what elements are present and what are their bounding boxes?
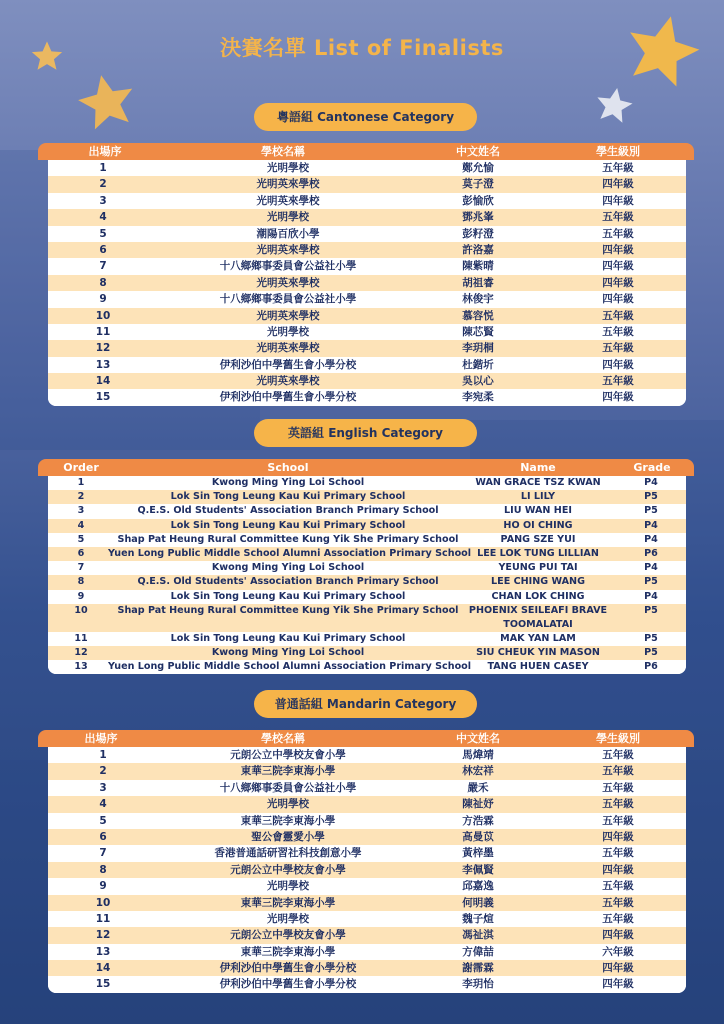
school-cell: 香港普通話研習社科技創意小學: [214, 847, 362, 860]
school-cell: 光明英來學校: [256, 342, 320, 355]
star-icon: [76, 72, 138, 134]
name-cell: 邱嘉逸: [462, 880, 494, 893]
grade-cell: 五年級: [602, 342, 634, 355]
order-cell: 12: [74, 646, 88, 658]
school-cell: 光明學校: [267, 162, 309, 174]
table-row: [48, 862, 686, 878]
table-row: [48, 813, 686, 829]
table-row: [48, 357, 686, 373]
name-cell: 慕容悦: [462, 309, 494, 322]
grade-cell: 五年級: [602, 847, 634, 860]
name-cell: CHAN LOK CHING: [491, 590, 585, 602]
column-header: 中文姓名: [456, 145, 500, 158]
name-cell: 李玥怡: [462, 978, 494, 991]
grade-cell: P5: [644, 646, 658, 658]
grade-cell: P5: [644, 604, 658, 616]
english-category-label: 英語組 English Category: [254, 419, 477, 447]
school-cell: 聖公會靈愛小學: [251, 830, 325, 843]
grade-cell: 四年級: [602, 863, 634, 876]
order-cell: 8: [99, 863, 107, 876]
name-cell: PHOENIX SEILEAFI BRAVE TOOMALATAI: [468, 604, 608, 630]
grade-cell: 五年級: [602, 798, 634, 811]
table-row: [48, 944, 686, 960]
name-cell: 彭愉欣: [462, 194, 494, 207]
name-cell: 吳以心: [462, 375, 494, 388]
table-row: [48, 561, 686, 575]
school-cell: 伊利沙伯中學舊生會小學分校: [219, 391, 357, 404]
order-cell: 10: [95, 896, 111, 909]
grade-cell: 四年級: [602, 276, 634, 289]
order-cell: 5: [77, 533, 85, 545]
name-cell: TANG HUEN CASEY: [487, 661, 589, 673]
grade-cell: 五年級: [602, 749, 634, 761]
grade-cell: P4: [644, 519, 658, 531]
order-cell: 11: [74, 632, 88, 644]
grade-cell: P5: [644, 632, 658, 644]
school-cell: 光明英來學校: [256, 309, 320, 322]
school-cell: Q.E.S. Old Students' Association Branch Primary School: [137, 576, 439, 588]
table-row: [48, 519, 686, 533]
order-cell: 15: [95, 391, 111, 404]
name-cell: 嚴禾: [467, 781, 489, 794]
order-cell: 14: [95, 962, 111, 975]
cantonese-table-header: [38, 143, 694, 160]
school-cell: Yuen Long Public Middle School Alumni Association Primary School: [108, 661, 472, 673]
name-cell: MAK YAN LAM: [500, 632, 576, 644]
grade-cell: 五年級: [602, 880, 634, 893]
order-cell: 13: [95, 358, 111, 371]
grade-cell: P5: [644, 491, 658, 503]
grade-cell: 五年級: [602, 375, 634, 388]
grade-cell: 四年級: [602, 830, 634, 843]
name-cell: LEE CHING WANG: [491, 576, 585, 588]
name-cell: LIU WAN HEI: [504, 505, 572, 517]
mandarin-category-label: 普通話組 Mandarin Category: [254, 690, 477, 718]
school-cell: 光明學校: [267, 798, 309, 811]
school-cell: 東華三院李東海小學: [240, 896, 336, 909]
table-row: [48, 895, 686, 911]
grade-cell: 五年級: [602, 211, 634, 224]
mandarin-table-header: [38, 730, 694, 747]
table-row: [48, 547, 686, 561]
order-cell: 5: [99, 227, 107, 240]
name-cell: 何明義: [462, 896, 494, 909]
grade-cell: 四年級: [602, 243, 634, 256]
table-row: [48, 533, 686, 547]
grade-cell: P4: [644, 477, 658, 488]
order-cell: 3: [99, 781, 107, 794]
school-cell: 伊利沙伯中學舊生會小學分校: [219, 358, 357, 371]
order-cell: 15: [95, 978, 111, 991]
school-cell: 光明英來學校: [256, 375, 320, 388]
order-cell: 13: [95, 945, 111, 958]
order-cell: 9: [77, 590, 85, 602]
name-cell: 謝霈霖: [462, 962, 494, 975]
order-cell: 10: [74, 604, 88, 616]
school-cell: Q.E.S. Old Students' Association Branch Primary School: [137, 505, 439, 517]
table-row: [48, 976, 686, 992]
school-cell: 十八鄉鄉事委員會公益社小學: [219, 293, 357, 306]
table-row: [48, 176, 686, 192]
name-cell: HO OI CHING: [503, 519, 573, 531]
school-cell: 光明學校: [267, 211, 309, 224]
grade-cell: 四年級: [602, 194, 634, 207]
order-cell: 4: [99, 798, 107, 811]
order-cell: 1: [99, 162, 107, 174]
order-cell: 10: [95, 309, 111, 322]
school-cell: 光明英來學校: [256, 194, 320, 207]
name-cell: 陳祉妤: [462, 798, 494, 811]
column-header: 中文姓名: [456, 732, 500, 745]
order-cell: 7: [99, 847, 107, 860]
school-cell: Lok Sin Tong Leung Kau Kui Primary School: [170, 519, 406, 531]
order-cell: 6: [77, 547, 85, 559]
grade-cell: P4: [644, 590, 658, 602]
school-cell: 伊利沙伯中學舊生會小學分校: [219, 978, 357, 991]
name-cell: 陳紫晴: [462, 260, 494, 273]
name-cell: YEUNG PUI TAI: [498, 562, 578, 574]
school-cell: Lok Sin Tong Leung Kau Kui Primary School: [170, 491, 406, 503]
order-cell: 1: [99, 749, 107, 761]
column-header: 學生級別: [596, 145, 640, 158]
order-cell: 4: [77, 519, 85, 531]
grade-cell: 四年級: [602, 260, 634, 273]
table-row: [48, 747, 686, 763]
column-header: 學校名稱: [261, 145, 305, 158]
name-cell: 黃梓墨: [462, 847, 494, 860]
name-cell: 許洛嘉: [462, 243, 494, 256]
name-cell: 方偉喆: [462, 945, 494, 958]
name-cell: 馬煒靖: [462, 749, 494, 761]
order-cell: 11: [95, 325, 111, 338]
school-cell: 東華三院李東海小學: [240, 945, 336, 958]
name-cell: 胡祖睿: [462, 276, 494, 289]
order-cell: 12: [95, 342, 111, 355]
school-cell: 東華三院李東海小學: [240, 814, 336, 827]
school-cell: 東華三院李東海小學: [240, 765, 336, 778]
grade-cell: 四年級: [602, 178, 634, 191]
table-row: [48, 829, 686, 845]
table-row: [48, 660, 686, 674]
grade-cell: 四年級: [602, 391, 634, 404]
column-header: Grade: [633, 461, 671, 474]
school-cell: Shap Pat Heung Rural Committee Kung Yik She Primary School: [117, 604, 459, 616]
name-cell: LEE LOK TUNG LILLIAN: [477, 547, 599, 559]
school-cell: 光明英來學校: [256, 243, 320, 256]
order-cell: 5: [99, 814, 107, 827]
name-cell: 杜鍇圻: [462, 358, 494, 371]
school-cell: 光明英來學校: [256, 178, 320, 191]
table-row: [48, 340, 686, 356]
name-cell: 李玥桐: [462, 342, 494, 355]
grade-cell: 五年級: [602, 325, 634, 338]
order-cell: 2: [99, 178, 107, 191]
school-cell: Lok Sin Tong Leung Kau Kui Primary School: [170, 632, 406, 644]
column-header: 出場序: [84, 732, 118, 745]
name-cell: 林俊宇: [462, 293, 494, 306]
order-cell: 14: [95, 375, 111, 388]
name-cell: LI LILY: [520, 491, 556, 503]
name-cell: 莫子澄: [462, 178, 494, 191]
school-cell: Lok Sin Tong Leung Kau Kui Primary School: [170, 590, 406, 602]
table-row: [48, 646, 686, 660]
order-cell: 8: [77, 576, 85, 588]
grade-cell: 五年級: [602, 912, 634, 925]
school-cell: Kwong Ming Ying Loi School: [211, 646, 365, 658]
name-cell: WAN GRACE TSZ KWAN: [475, 477, 601, 488]
order-cell: 2: [99, 765, 107, 778]
grade-cell: 五年級: [602, 227, 634, 240]
table-row: [48, 763, 686, 779]
grade-cell: 五年級: [602, 896, 634, 909]
table-row: [48, 604, 686, 632]
table-row: [48, 291, 686, 307]
school-cell: 光明學校: [267, 880, 309, 893]
table-row: [48, 960, 686, 976]
column-header: 出場序: [88, 145, 122, 158]
column-header: Order: [63, 461, 99, 474]
grade-cell: 四年級: [602, 293, 634, 306]
school-cell: 元朗公立中學校友會小學: [230, 863, 346, 876]
cantonese-category-label: 粵語組 Cantonese Category: [254, 103, 477, 131]
grade-cell: 四年級: [602, 358, 634, 371]
order-cell: 11: [95, 912, 111, 925]
order-cell: 3: [77, 505, 85, 517]
name-cell: SIU CHEUK YIN MASON: [476, 646, 600, 658]
order-cell: 7: [99, 260, 107, 273]
school-cell: Shap Pat Heung Rural Committee Kung Yik She Primary School: [117, 533, 459, 545]
school-cell: 潮陽百欣小學: [256, 227, 320, 240]
order-cell: 2: [77, 491, 85, 503]
table-row: [48, 389, 686, 405]
table-row: [48, 209, 686, 225]
grade-cell: 五年級: [602, 781, 634, 794]
order-cell: 4: [99, 211, 107, 224]
order-cell: 6: [99, 243, 107, 256]
school-cell: 十八鄉鄉事委員會公益社小學: [219, 260, 357, 273]
table-row: [48, 796, 686, 812]
grade-cell: 四年級: [602, 978, 634, 991]
order-cell: 12: [95, 929, 111, 942]
school-cell: 元朗公立中學校友會小學: [230, 929, 346, 942]
grade-cell: 五年級: [602, 765, 634, 778]
order-cell: 13: [74, 661, 88, 673]
table-row: [48, 324, 686, 340]
school-cell: Kwong Ming Ying Loi School: [211, 562, 365, 574]
school-cell: 光明學校: [267, 912, 309, 925]
name-cell: 陳芯賢: [462, 325, 494, 338]
grade-cell: P4: [644, 533, 658, 545]
school-cell: 光明英來學校: [256, 276, 320, 289]
table-row: [48, 373, 686, 389]
table-row: [48, 911, 686, 927]
table-row: [48, 845, 686, 861]
table-row: [48, 632, 686, 646]
english-table-header: [38, 459, 694, 476]
column-header: 學校名稱: [261, 732, 305, 745]
grade-cell: P6: [644, 547, 658, 559]
school-cell: 十八鄉鄉事委員會公益社小學: [219, 781, 357, 794]
order-cell: 1: [77, 477, 85, 488]
school-cell: Kwong Ming Ying Loi School: [211, 477, 365, 488]
table-row: [48, 490, 686, 504]
table-row: [48, 476, 686, 490]
school-cell: 元朗公立中學校友會小學: [230, 749, 346, 761]
name-cell: 彭籽澄: [462, 227, 494, 240]
cantonese-table: [48, 160, 686, 406]
page-title: 決賽名單 List of Finalists: [220, 36, 504, 60]
table-row: [48, 575, 686, 589]
school-cell: 光明學校: [267, 325, 309, 338]
table-row: [48, 504, 686, 518]
grade-cell: P5: [644, 576, 658, 588]
table-row: [48, 878, 686, 894]
table-row: [48, 242, 686, 258]
name-cell: 馮祉淇: [462, 929, 494, 942]
name-cell: 鄭允愉: [462, 162, 494, 174]
column-header: 學生級別: [596, 732, 640, 745]
name-cell: 高曼苡: [462, 830, 494, 843]
name-cell: PANG SZE YUI: [500, 533, 576, 545]
name-cell: 鄧兆峯: [462, 211, 494, 224]
table-row: [48, 927, 686, 943]
grade-cell: 五年級: [602, 162, 634, 174]
school-cell: 伊利沙伯中學舊生會小學分校: [219, 962, 357, 975]
name-cell: 魏子煊: [462, 912, 494, 925]
mandarin-table: [48, 747, 686, 993]
table-row: [48, 275, 686, 291]
column-header: Name: [520, 461, 556, 474]
name-cell: 林宏祥: [462, 765, 494, 778]
grade-cell: 五年級: [602, 309, 634, 322]
order-cell: 8: [99, 276, 107, 289]
order-cell: 9: [99, 293, 107, 306]
table-row: [48, 193, 686, 209]
grade-cell: 六年級: [602, 945, 634, 958]
name-cell: 方浩霖: [462, 814, 494, 827]
english-table: [48, 476, 686, 674]
school-cell: Yuen Long Public Middle School Alumni Association Primary School: [108, 547, 472, 559]
name-cell: 李宛柔: [462, 391, 494, 404]
table-row: [48, 160, 686, 176]
grade-cell: P5: [644, 505, 658, 517]
grade-cell: P6: [644, 661, 658, 673]
name-cell: 李佩賢: [462, 863, 494, 876]
table-row: [48, 226, 686, 242]
table-row: [48, 308, 686, 324]
table-row: [48, 590, 686, 604]
table-row: [48, 258, 686, 274]
order-cell: 9: [99, 880, 107, 893]
column-header: School: [267, 461, 309, 474]
table-row: [48, 780, 686, 796]
grade-cell: 四年級: [602, 962, 634, 975]
grade-cell: P4: [644, 562, 658, 574]
star-icon: [594, 86, 634, 126]
order-cell: 6: [99, 830, 107, 843]
order-cell: 3: [99, 194, 107, 207]
grade-cell: 四年級: [602, 929, 634, 942]
grade-cell: 五年級: [602, 814, 634, 827]
order-cell: 7: [77, 562, 85, 574]
